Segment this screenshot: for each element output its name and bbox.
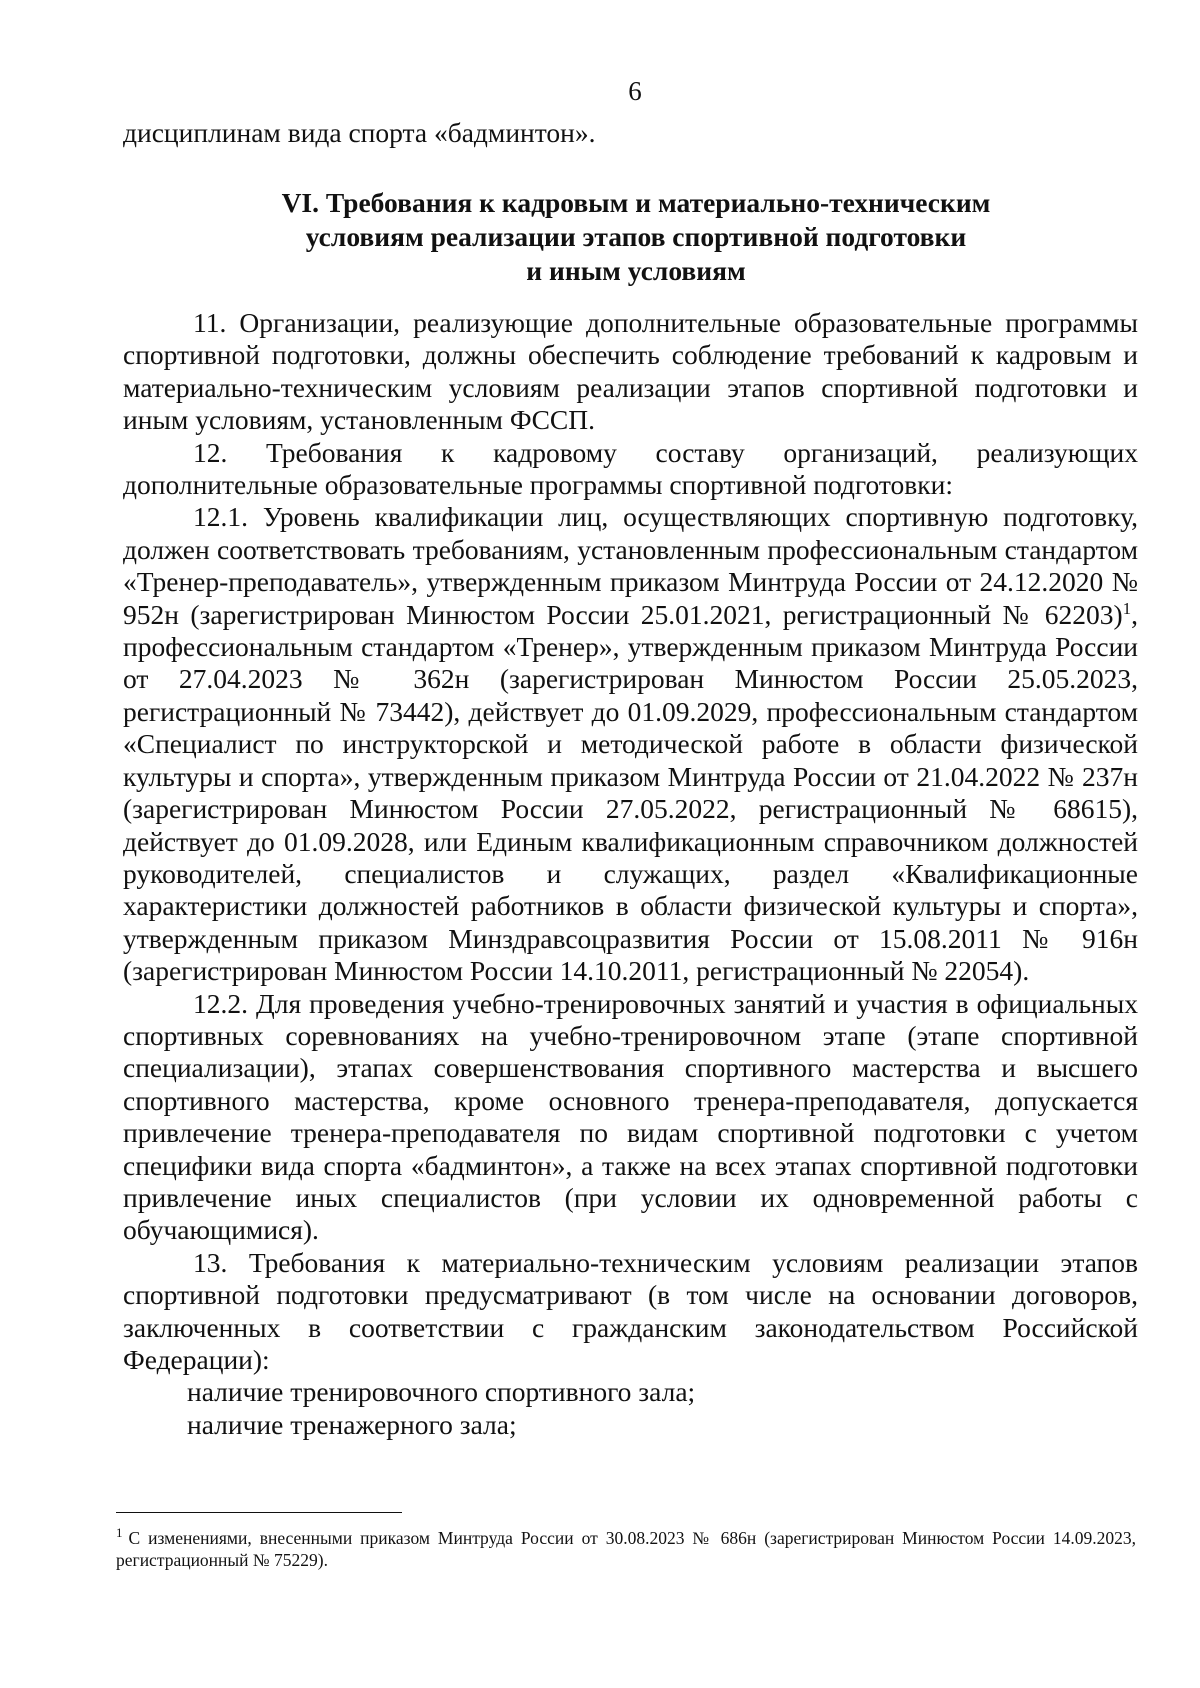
paragraph-12-1 — [123, 501, 1138, 987]
paragraph-11: 11. Организации, реализующие дополнительные образовательные программы спортивной подготовки, должны обеспечить соблюдение требований к кадровым и материально-техническим условиям реализации этапов спортивной подготовки и иным условиям, установленным ФССП. — [123, 307, 1138, 436]
section-title — [190, 186, 1082, 288]
footnote — [116, 1527, 1136, 1571]
paragraph-12-1-continuation: , профессиональным стандартом «Тренер», утвержденным приказом Минтруда России от 27.04.2023 № 362н (зарегистрирован Минюстом России 25.05.2023, регистрационный № 73442), действует до 01.09.2029, профессиональным стандартом «Специалист по инструкторской и методической работе в области физической культуры и спорта», утвержденным приказом Минтруда России от 21.04.2022 № 237н (зарегистрирован Минюстом России 27.05.2022, регистрационный № 68615), действует до 01.09.2028, или Единым квалификационным справочником должностей руководителей, специалистов и служащих, раздел «Квалификационные характеристики должностей работников в области физической культуры и спорта», утвержденным приказом Минздравсоцразвития России от 15.08.2011 № 916н (зарегистрирован Минюстом России 14.10.2011, регистрационный № 22054). — [123, 598, 1138, 987]
page-number: 6 — [628, 76, 642, 106]
paragraph-12-1-text: 12.1. Уровень квалификации лиц, осуществляющих спортивную подготовку, должен соответствовать требованиям, установленным профессиональным стандартом «Тренер-преподаватель», утвержденным приказом Минтруда России от 24.12.2020 № 952н (зарегистрирован Минюстом России 25.01.2021, регистрационный № 62203) — [123, 501, 1138, 630]
footnote-reference: 1 — [1122, 598, 1132, 618]
footnote-divider — [116, 1512, 402, 1513]
list-item-gym: наличие тренажерного зала; — [187, 1408, 517, 1440]
section-title-line-1: VI. Требования к кадровым и материально-техническим — [281, 187, 991, 218]
paragraph-12: 12. Требования к кадровому составу организаций, реализующих дополнительные образовательные программы спортивной подготовки: — [123, 436, 1138, 501]
section-title-line-2: условиям реализации этапов спортивной подготовки — [305, 221, 967, 252]
main-content — [123, 307, 1138, 1441]
paragraph-13: 13. Требования к материально-техническим условиям реализации этапов спортивной подготовки предусматривают (в том числе на основании договоров, заключенных в соответствии с гражданским законодательством Российской Федерации): — [123, 1246, 1138, 1375]
paragraph-12-2: 12.2. Для проведения учебно-тренировочных занятий и участия в официальных спортивных соревнованиях на учебно-тренировочном этапе (этапе спортивной специализации), этапах совершенствования спортивного мастерства и высшего спортивного мастерства, кроме основного тренера-преподавателя, допускается привлечение тренера-преподавателя по видам спортивной подготовки с учетом специфики вида спорта «бадминтон», а также на всех этапах спортивной подготовки привлечение иных специалистов (при условии их одновременной работы с обучающимися). — [123, 987, 1138, 1246]
footnote-mark: 1 — [116, 1525, 123, 1541]
list-item-training-hall: наличие тренировочного спортивного зала; — [187, 1376, 696, 1408]
continuation-text: дисциплинам вида спорта «бадминтон». — [123, 117, 596, 148]
footnote-text: С изменениями, внесенными приказом Минтруда России от 30.08.2023 № 686н (зарегистрирован Минюстом России 14.09.2023, регистрационный № 75229). — [116, 1528, 1136, 1570]
section-title-line-3: и иным условиям — [526, 255, 746, 286]
